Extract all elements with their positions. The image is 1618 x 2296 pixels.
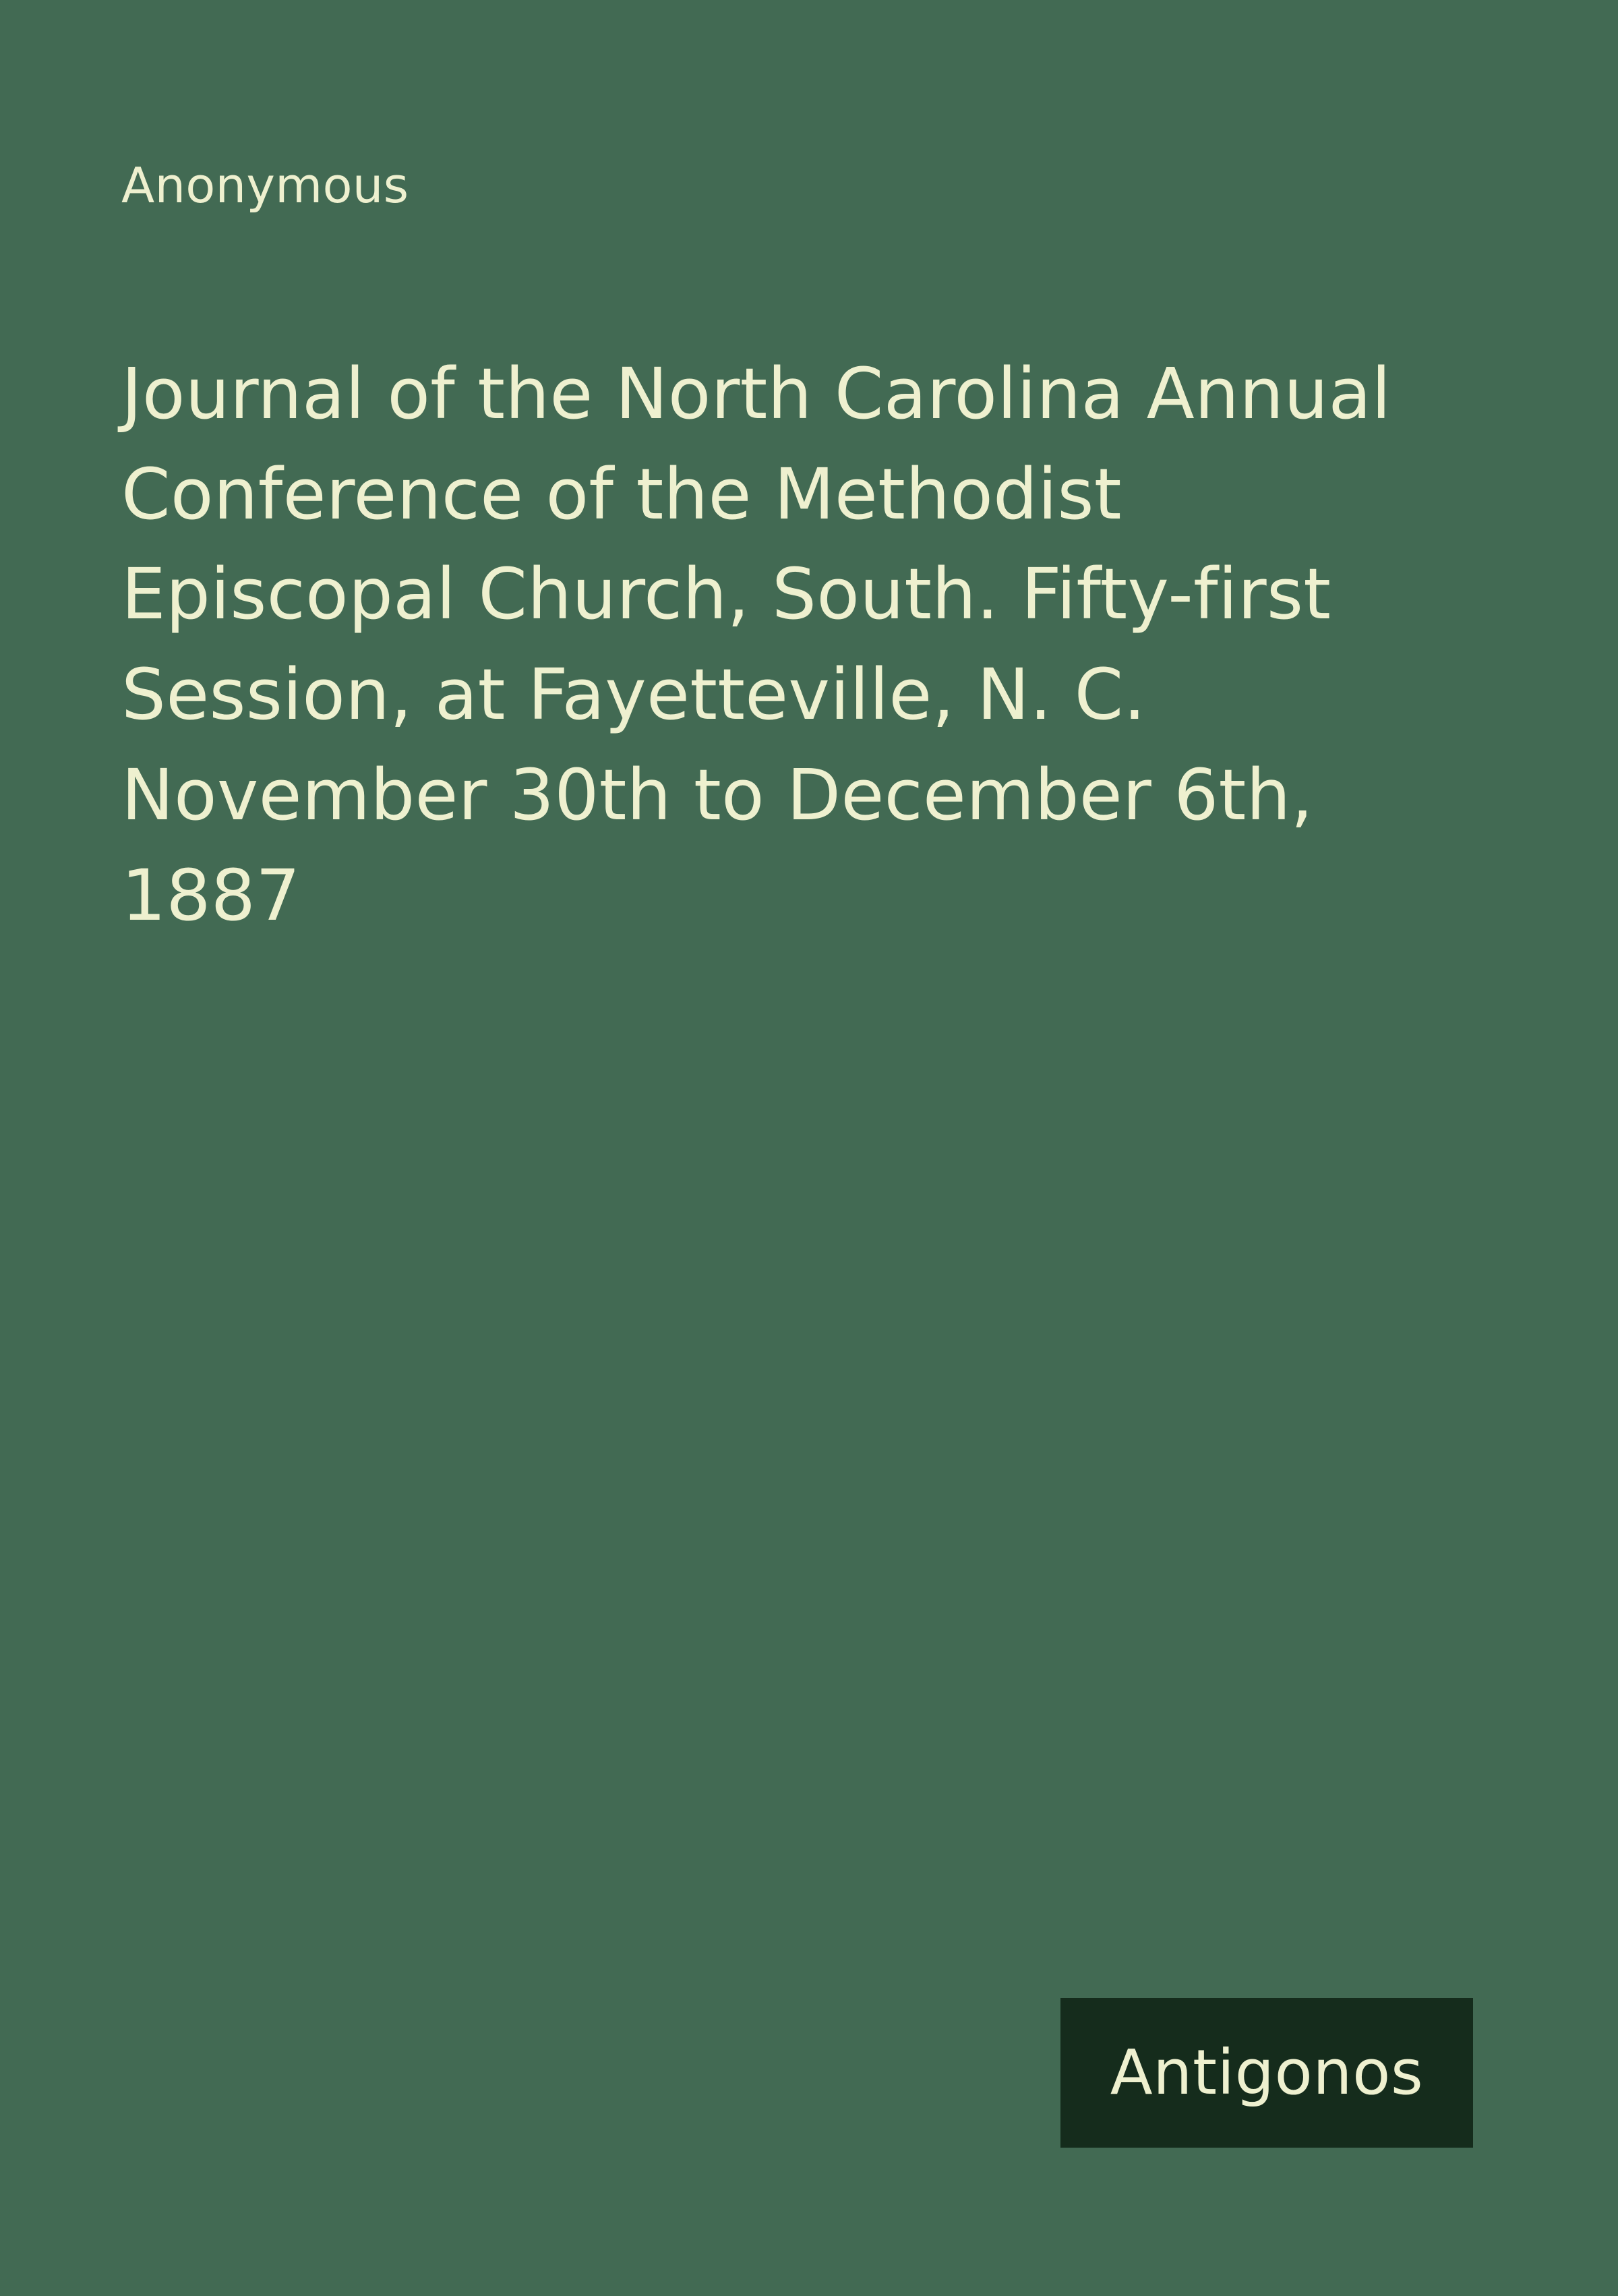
- publisher-name: Antigonos: [1110, 2036, 1424, 2109]
- author-name: Anonymous: [121, 157, 409, 214]
- publisher-badge: [1060, 1998, 1473, 2148]
- book-title: Journal of the North Carolina Annual Conference of the Methodist Episcopal Church, South. Fifty-first Session, at Fayetteville, N. C. November 30th to December 6th, 1887: [121, 353, 1391, 937]
